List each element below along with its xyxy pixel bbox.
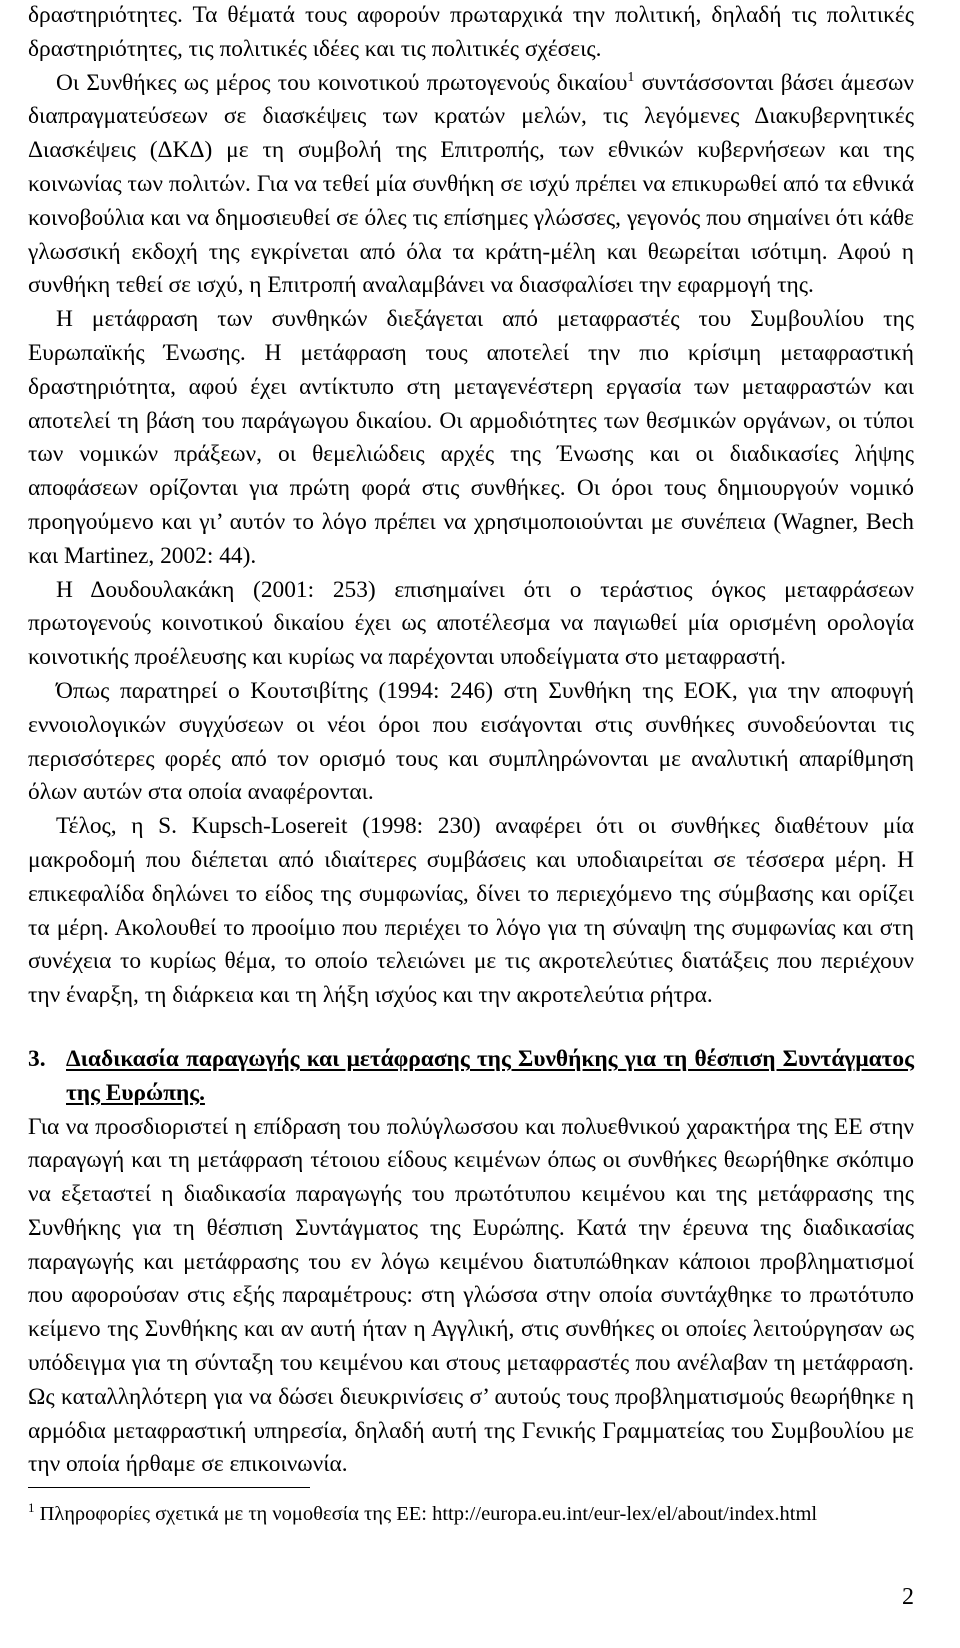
paragraph-treaties-drafting — [28, 67, 914, 304]
footnote-text: Πληροφορίες σχετικά με τη νομοθεσία της ΕΕ: http://europa.eu.int/eur-lex/el/about/index.html — [34, 1503, 818, 1525]
paragraph-text: συντάσσονται βάσει άμεσων διαπραγματεύσεων σε διασκέψεις των κρατών μελών, τις λεγόμενες Διακυβερνητικές Διασκέψεις (ΔΚΔ) με τη συμβολή της Επιτροπής, των εθνικών κυβερνήσεων και της κοινωνίας των πολιτών. Για να τεθεί μία συνθήκη σε ισχύ πρέπει να επικυρωθεί από τα εθνικά κοινοβούλια και να δημοσιευθεί σε όλες τις επίσημες γλώσσες, γεγονός που σημαίνει ότι κάθε γλωσσική εκδοχή της εγκρίνεται από όλα τα κράτη-μέλη και θεωρείται ισότιμη. Αφού η συνθήκη τεθεί σε ισχύ, η Επιτροπή αναλαμβάνει να διασφαλίσει την εφαρμογή της. — [28, 69, 914, 299]
page-number: 2 — [902, 1584, 914, 1610]
paragraph-kupsch-losereit: Τέλος, η S. Kupsch-Losereit (1998: 230) αναφέρει ότι οι συνθήκες διαθέτουν μία μακροδομή που διέπεται από ιδιαίτερες συμβάσεις και υποδιαιρείται σε τέσσερα μέρη. Η επικεφαλίδα δηλώνει το είδος της συμφωνίας, δίνει το περιεχόμενο της σύμβασης και ορίζει τα μέρη. Ακολουθεί το προοίμιο που περιέχει το λόγο για τη σύναψη της συμφωνίας και στη συνέχεια το κυρίως θέμα, το οποίο τελειώνει με τις ακροτελεύτιες διατάξεις που περιέχουν την έναρξη, τη διάρκεια και τη λήξη ισχύος και την ακροτελεύτια ρήτρα. — [28, 813, 914, 1009]
footnote-reference[interactable]: 1 — [627, 69, 635, 85]
footnote — [28, 1500, 918, 1528]
paragraph-koutsivitis: Όπως παρατηρεί ο Κουτσιβίτης (1994: 246) στη Συνθήκη της ΕΟΚ, για την αποφυγή εννοιολογικών συγχύσεων οι νέοι όροι που εισάγονται στις συνθήκες συνοδεύονται τις περισσότερες φορές από τον ορισμό τους και συμπληρώνονται με αναλυτική απαρίθμηση όλων αυτών στα οποία αναφέρονται. — [28, 677, 914, 806]
footnote-marker: 1 — [28, 1500, 35, 1516]
paragraph-continuation: δραστηριότητες. Τα θέματά τους αφορούν πρωταρχικά την πολιτική, δηλαδή τις πολιτικές δραστηριότητες, τις πολιτικές ιδέες και τις πολιτικές σχέσεις. — [28, 2, 914, 62]
section-title — [66, 1043, 914, 1111]
body-text — [28, 0, 914, 1482]
paragraph-translation-council: Η μετάφραση των συνθηκών διεξάγεται από μεταφραστές του Συμβουλίου της Ευρωπαϊκής Ένωσης. Η μετάφραση τους αποτελεί την πιο κρίσιμη μεταφραστική δραστηριότητα, αφού έχει αντίκτυπο στη μεταγενέστερη εργασία των μεταφραστών και αποτελεί τη βάση του παράγωγου δικαίου. Οι αρμοδιότητες των θεσμικών οργάνων, οι τύποι των νομικών πράξεων, οι θεμελιώδεις αρχές της Ένωσης και οι διαδικασίες λήψης αποφάσεων ορίζονται για πρώτη φορά στις συνθήκες. Οι όροι τους δημιουργούν νομικό προηγούμενο και γι’ αυτόν το λόγο πρέπει να χρησιμοποιούνται με συνέπεια (Wagner, Bech και Martinez, 2002: 44). — [28, 306, 914, 569]
section-heading — [28, 1043, 914, 1111]
paragraph-doudoulakaki: Η Δουδουλακάκη (2001: 253) επισημαίνει ότι ο τεράστιος όγκος μεταφράσεων πρωτογενούς κοινοτικού δικαίου έχει ως αποτέλεσμα να παγιωθεί μία ορισμένη ορολογία κοινοτικής προέλευσης και κυρίως να παρέχονται υποδείγματα στο μεταφραστή. — [28, 576, 914, 671]
paragraph-text: Οι Συνθήκες ως μέρος του κοινοτικού πρωτογενούς δικαίου — [56, 69, 628, 96]
paragraph-section-intro: Για να προσδιοριστεί η επίδραση του πολύγλωσσου και πολυεθνικού χαρακτήρα της ΕΕ στην παραγωγή και τη μετάφραση τέτοιου είδους κειμένων όπως οι συνθήκες θεωρήθηκε σκόπιμο να εξεταστεί η διαδικασία παραγωγής του πρωτότυπου κειμένου και της μετάφρασης της Συνθήκης για τη θέσπιση Συντάγματος της Ευρώπης. Κατά την έρευνα της διαδικασίας παραγωγής και μετάφρασης του εν λόγω κειμένου διατυπώθηκαν κάποιοι προβληματισμοί που αφορούσαν στις εξής παραμέτρους: στη γλώσσα στην οποία συντάχθηκε το πρωτότυπο κείμενο της Συνθήκης και αν αυτή ήταν η Αγγλική, στις συνθήκες οι οποίες λειτούργησαν ως υπόδειγμα για τη σύνταξη του κειμένου και στους μεταφραστές που ανέλαβαν τη μετάφραση. Ως καταλληλότερη για να δώσει διευκρινίσεις σ’ αυτούς τους προβληματισμούς θεωρήθηκε η αρμόδια μεταφραστική υπηρεσία, δηλαδή αυτή της Γενικής Γραμματείας του Συμβουλίου με την οποία ήρθαμε σε επικοινωνία. — [28, 1113, 914, 1478]
section-title-text: Διαδικασία παραγωγής και μετάφρασης της Συνθήκης για τη θέσπιση Συντάγματος της Ευρώπης. — [66, 1045, 914, 1106]
footnote-separator — [28, 1487, 310, 1488]
section-number: 3. — [28, 1045, 46, 1072]
